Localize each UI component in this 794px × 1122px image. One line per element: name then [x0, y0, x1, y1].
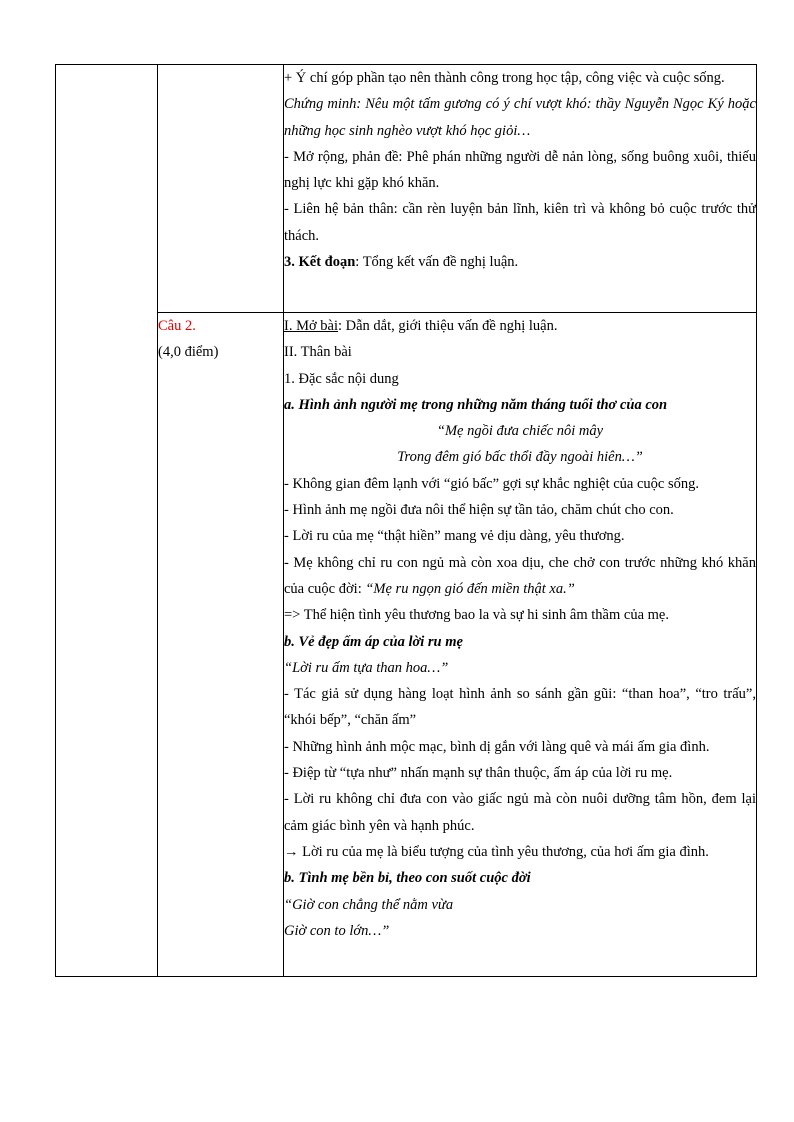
question-label: Câu 2. — [158, 318, 196, 334]
table-row — [56, 65, 757, 313]
section-heading: 1. Đặc sắc nội dung — [284, 370, 399, 387]
conclusion-label: 3. Kết đoạn — [284, 254, 356, 271]
bullet-line: - Hình ảnh mẹ ngồi đưa nôi thể hiện sự tần tảo, chăm chút cho con. — [284, 502, 674, 519]
intro-text: : Dẫn dắt, giới thiệu vấn đề nghị luận. — [337, 318, 558, 334]
conclusion-text: : Tổng kết vấn đề nghị luận. — [355, 254, 519, 271]
paragraph: + Ý chí góp phần tạo nên thành công trong học tập, công việc và cuộc sống. — [284, 70, 725, 86]
answer-table — [55, 64, 757, 977]
answer-cell — [284, 65, 757, 313]
poem-line: “Giờ con chẳng thể nằm vừa — [284, 896, 454, 913]
proof-paragraph: Chứng minh: Nêu một tấm gương có ý chí vượt khó: thầy Nguyễn Ngọc Ký hoặc những học sinh nghèo vượt khó học giỏi… — [284, 96, 756, 139]
body-heading: II. Thân bài — [284, 344, 352, 361]
poem-line: “Mẹ ngồi đưa chiếc nôi mây — [436, 423, 604, 440]
intro-paragraph — [284, 313, 756, 339]
paragraph: - Mở rộng, phản đề: Phê phán những người dễ nản lòng, sống buông xuôi, thiếu nghị lực khi gặp khó khăn. — [284, 148, 756, 192]
poem-quote: “Mẹ ru ngọn gió đến miền thật xa.” — [365, 580, 575, 597]
poem-line: Giờ con to lớn…” — [284, 922, 390, 939]
bullet-line: => Thể hiện tình yêu thương bao la và sự hi sinh âm thầm của mẹ. — [284, 607, 669, 624]
bullet-line: - Lời ru không chỉ đưa con vào giấc ngủ mà còn nuôi dưỡng tâm hồn, đem lại cảm giác bình yên và hạnh phúc. — [284, 791, 756, 834]
paragraph: - Liên hệ bản thân: cần rèn luyện bản lĩnh, kiên trì và không bỏ cuộc trước thử thách. — [284, 201, 756, 244]
bullet-line: - Những hình ảnh mộc mạc, bình dị gắn với làng quê và mái ấm gia đình. — [284, 738, 710, 755]
subsection-heading: a. Hình ảnh người mẹ trong những năm tháng tuổi thơ của con — [284, 396, 668, 413]
bullet-line — [284, 550, 756, 603]
subsection-heading: b. Vẻ đẹp ấm áp của lời ru mẹ — [284, 633, 463, 650]
bullet-line: - Tác giả sử dụng hàng loạt hình ảnh so sánh gần gũi: “than hoa”, “tro trấu”, “khói bếp”, “chăn ấm” — [284, 686, 756, 729]
bullet-line: - Điệp từ “tựa như” nhấn mạnh sự thân thuộc, ấm áp của lời ru mẹ. — [284, 765, 673, 782]
bullet-line: → Lời ru của mẹ là biểu tượng của tình yêu thương, của hơi ấm gia đình. — [284, 843, 709, 860]
poem-line: “Lời ru ấm tựa than hoa…” — [284, 659, 449, 676]
paragraph — [284, 249, 756, 275]
empty-cell — [158, 65, 284, 313]
bullet-line: - Không gian đêm lạnh với “gió bấc” gợi sự khắc nghiệt của cuộc sống. — [284, 475, 699, 492]
bullet-line: - Lời ru của mẹ “thật hiền” mang vẻ dịu dàng, yêu thương. — [284, 528, 625, 545]
table-row — [56, 313, 757, 977]
bullet-text: - Mẹ không chỉ ru con ngủ mà còn xoa dịu, che chở con trước những khó khăn của cuộc đời: — [284, 554, 756, 597]
answer-cell — [284, 313, 757, 977]
poem-line: Trong đêm gió bấc thổi đầy ngoài hiên…” — [397, 449, 643, 466]
question-cell — [158, 313, 284, 977]
question-points: (4,0 điểm) — [158, 344, 219, 360]
intro-label: I. Mở bài — [284, 318, 338, 334]
empty-cell — [56, 65, 158, 977]
subsection-heading: b. Tình mẹ bền bỉ, theo con suốt cuộc đời — [284, 870, 531, 887]
